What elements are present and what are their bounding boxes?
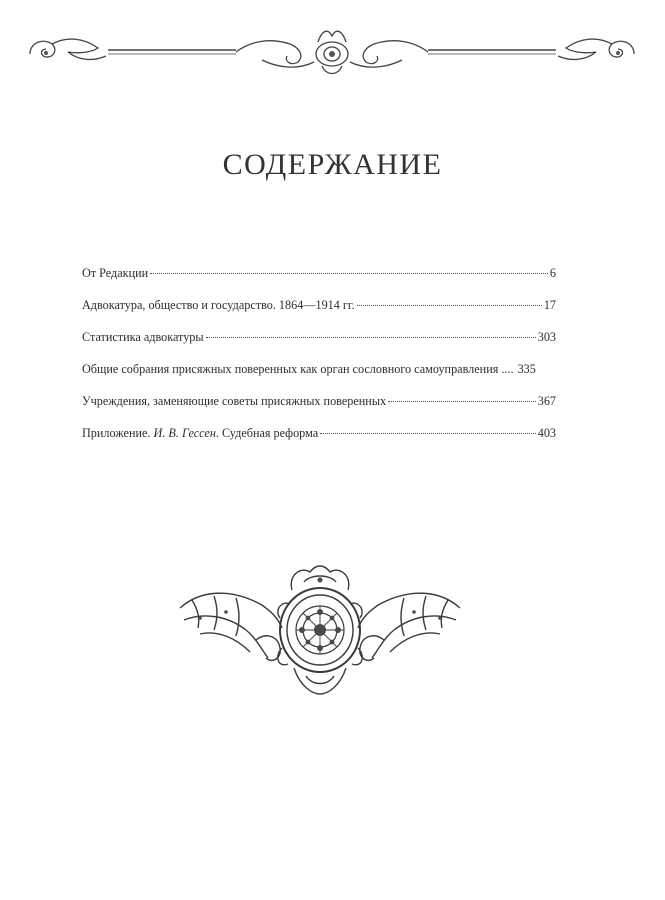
- toc-entry-title: От Редакции: [82, 266, 149, 280]
- toc-entry-page: 335: [517, 362, 536, 376]
- toc-entry-title: Учреждения, заменяющие советы присяжных поверенных: [82, 394, 387, 408]
- toc-entry-suffix: . Судебная реформа: [215, 426, 319, 440]
- toc-entry-prefix: Приложение.: [82, 426, 154, 440]
- toc-entry: [82, 394, 556, 426]
- toc-leader-dots: [150, 273, 548, 274]
- header-ornament-icon: [22, 24, 642, 80]
- toc-entry: [82, 426, 556, 458]
- rosette-ornament-icon: [170, 560, 470, 700]
- toc-entry-page: 6: [549, 266, 556, 280]
- toc-entry: [82, 266, 556, 298]
- toc-entry-title: Статистика адвокатуры: [82, 330, 204, 344]
- toc-entry-page: 17: [543, 298, 556, 312]
- toc-leader-dots: [357, 305, 542, 306]
- table-of-contents: [82, 266, 556, 458]
- toc-entry-title: Адвокатура, общество и государство. 1864—1914 гг.: [82, 298, 355, 312]
- toc-entry: [82, 298, 556, 330]
- toc-entry: [82, 330, 556, 362]
- toc-leader-dots: [320, 433, 536, 434]
- toc-entry-title: [82, 426, 318, 441]
- toc-entry-title: Общие собрания присяжных поверенных как орган сословного самоуправления ....: [82, 362, 514, 376]
- toc-leader-dots: [206, 337, 536, 338]
- toc-entry-author: И. В. Гессен: [153, 426, 216, 440]
- toc-entry-page: 403: [537, 426, 556, 440]
- toc-entry-page: 367: [537, 394, 556, 408]
- toc-entry: [82, 362, 556, 394]
- page-title: СОДЕРЖАНИЕ: [222, 148, 443, 181]
- toc-entry-page: 303: [537, 330, 556, 344]
- toc-leader-dots: [388, 401, 536, 402]
